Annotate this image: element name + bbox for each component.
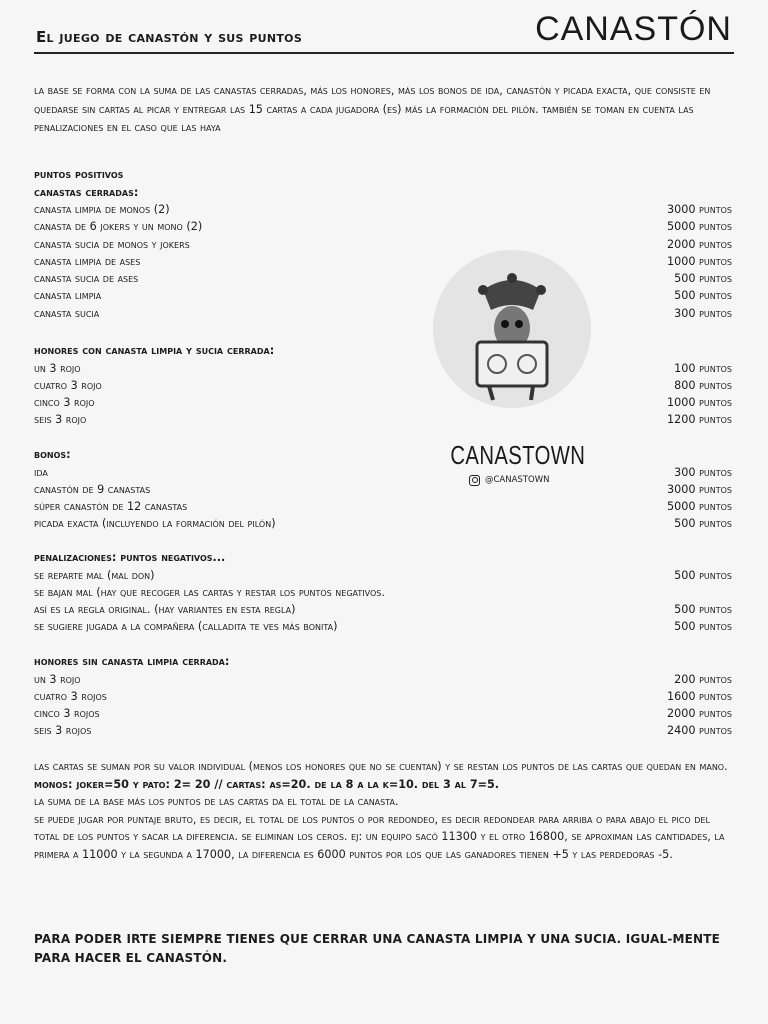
score-row: se sugiere jugada a la compañera (calladita te ves más bonita) 500 puntos [34,620,732,634]
score-row: cinco 3 rojos 2000 puntos [34,707,732,721]
intro-paragraph: la base se forma con la suma de las canastas cerradas, más los honores, más los bonos de ida, canastón y picada exacta, que consiste en quedarse sin cartas al picar y entregar las 15 cartas a cada jugadora (es) más la formación del pilón. también se toman en cuenta las penalizaciones en el caso que las haya [34,84,711,134]
score-row: canasta limpia 500 puntos [34,289,732,303]
score-row: cinco 3 rojo 1000 puntos [34,396,732,410]
score-row: canastón de 9 canastas 3000 puntos [34,482,732,496]
penalties-section [34,549,732,636]
score-row: seis 3 rojos 2400 puntos [34,724,732,738]
logo-name: CANASTOWN [450,440,586,470]
section-heading: penalizaciones: puntos negativos... [34,551,226,564]
honors-with-section [34,342,732,429]
score-row: cuatro 3 rojo 800 puntos [34,378,732,392]
score-row: canasta limpia de monos (2) 3000 puntos [34,203,732,216]
score-row: se bajan mal (hay que recoger las cartas y restar los puntos negativos. [34,585,385,599]
score-row: picada exacta (incluyendo la formación del pilón) 500 puntos [34,517,732,531]
score-row: así es la regla original. (hay variantes en esta regla) 500 puntos [34,603,732,617]
total-paragraph: la suma de la base más los puntos de las cartas da el total de la canasta. [34,795,399,809]
score-row: canasta sucia de monos y jokers 2000 puntos [34,237,732,251]
score-row: canasta de 6 jokers y un mono (2) 5000 puntos [34,220,732,234]
card-values-paragraph: las cartas se suman por su valor individual (menos los honores que no se cuentan) y se restan los puntos de las cartas que quedan en mano. [34,760,728,773]
positive-points-section [34,166,732,322]
section-heading: puntos positivos [34,168,124,181]
score-row: un 3 rojo 100 puntos [34,361,732,375]
section-subheading: canastas cerradas: [34,185,139,199]
score-row: canasta sucia 300 puntos [34,306,732,320]
score-row: súper canastón de 12 canastas 5000 puntos [34,500,732,514]
section-heading: bonos: [34,448,71,461]
score-row: ida 300 puntos [34,465,732,479]
header [34,8,734,54]
rounding-paragraph: se puede jugar por puntaje bruto, es decir, el total de los puntos o por redondeo, es decir redondear para arriba o para abajo el pico del total de los puntos y sacar la diferencia. se eliminan los ceros. ej: un equipo sacó 11300 y el otro 16800, se aproximan las cantidades, la primera a 11000 y la segunda a 17000, la diferencia es 6000 puntos por los que las ganadores tienen +5 y las perdedoras -5. [34,812,725,861]
card-values-line: monos: joker=50 y pato: 2= 20 // cartas: as=20. de la 8 a la k=10. del 3 al 7=5. [34,777,500,791]
score-row: se reparte mal (mal don) 500 puntos [34,568,732,582]
final-rule: PARA PODER IRTE SIEMPRE TIENES QUE CERRAR UNA CANASTA LIMPIA Y UNA SUCIA. IGUAL-MENTE PARA HACER EL CANASTÓN. [34,932,721,965]
handle-text: @CANASTOWN [485,475,550,485]
score-row: seis 3 rojo 1200 puntos [34,413,732,427]
bonuses-section [34,446,732,533]
page-subtitle: El juego de canastón y sus puntos [36,28,303,46]
score-row: canasta sucia de ases 500 puntos [34,272,732,286]
page-title: CANASTÓN [535,10,732,48]
honors-without-section [34,653,732,740]
score-row: un 3 rojo 200 puntos [34,672,732,686]
section-heading: honores con canasta limpia y sucia cerrada: [34,344,275,357]
section-heading: honores sin canasta limpia cerrada: [34,655,230,668]
score-row: cuatro 3 rojos 1600 puntos [34,689,732,703]
score-row: canasta limpia de ases 1000 puntos [34,254,732,268]
closing-notes [34,758,734,864]
